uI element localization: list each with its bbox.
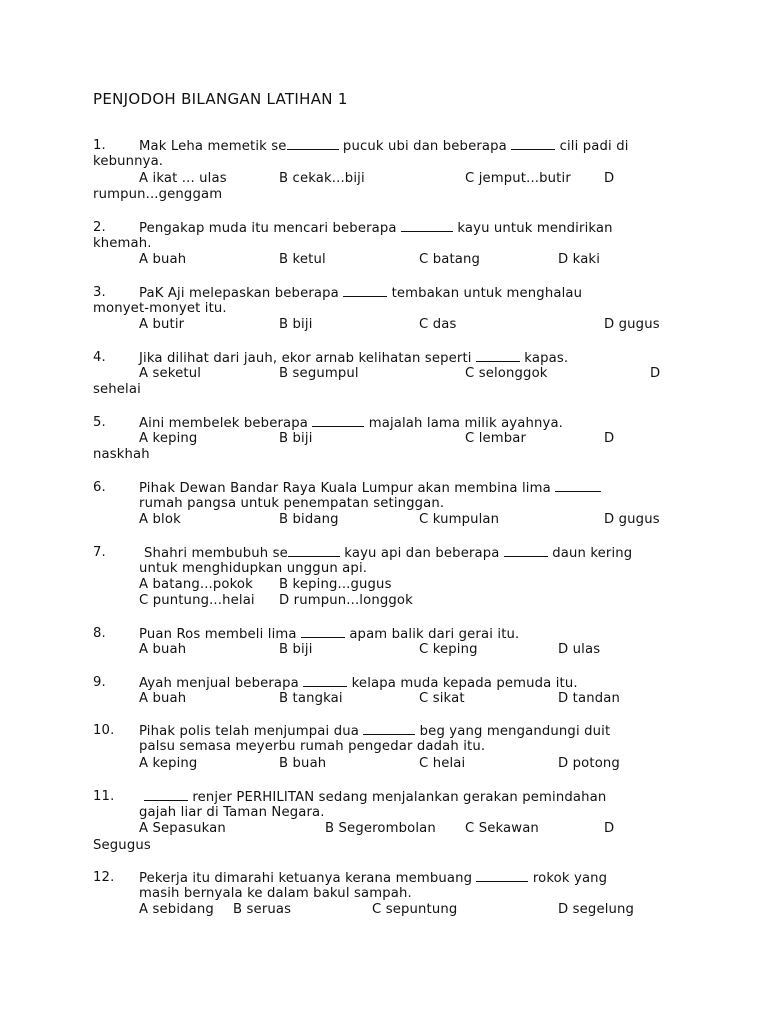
option-c: C das — [419, 317, 457, 332]
option-d: D segelung — [558, 902, 635, 917]
option-d-text: Segugus — [93, 838, 151, 853]
question-number: 1. — [93, 138, 106, 153]
question-text — [139, 625, 519, 642]
question-text-line2: gajah liar di Taman Negara. — [139, 805, 325, 820]
question-number: 7. — [93, 545, 106, 560]
page-title: PENJODOH BILANGAN LATIHAN 1 — [93, 90, 348, 108]
option-b: B tangkai — [279, 691, 343, 706]
option-c: C batang — [419, 252, 481, 267]
question-number: 8. — [93, 626, 106, 641]
question-text-line2: kebunnya. — [93, 154, 164, 169]
question-text-part: Pihak Dewan Bandar Raya Kuala Lumpur akan membina lima — [139, 481, 551, 496]
option-d: D — [604, 171, 615, 186]
question-text — [139, 219, 613, 236]
option-a: A batang...pokok — [139, 577, 253, 592]
answer-blank — [144, 788, 188, 801]
option-a: A Sepasukan — [139, 821, 226, 836]
question-text-part: Jika dilihat dari jauh, ekor arnab kelihatan seperti — [139, 351, 472, 366]
question-text — [144, 544, 632, 561]
question-number: 12. — [93, 870, 115, 885]
option-d: D potong — [558, 756, 620, 771]
option-c: C sikat — [419, 691, 465, 706]
option-a: A keping — [139, 431, 198, 446]
option-b: B seruas — [233, 902, 292, 917]
option-d: D — [650, 366, 661, 381]
question-text-line2: masih bernyala ke dalam bakul sampah. — [139, 886, 412, 901]
question-text-part: daun kering — [552, 546, 633, 561]
option-d: D ulas — [558, 642, 601, 657]
answer-blank — [363, 722, 415, 735]
answer-blank — [476, 869, 528, 882]
answer-blank — [301, 625, 345, 638]
question-text-part: kapas. — [524, 351, 569, 366]
question-text-part: rokok yang — [532, 871, 608, 886]
question-text — [139, 722, 610, 739]
question-number: 9. — [93, 675, 106, 690]
question-text — [139, 479, 601, 496]
option-b: B buah — [279, 756, 327, 771]
option-a: A buah — [139, 642, 187, 657]
option-d: D — [604, 821, 615, 836]
question-text-part: beg yang mengandungi duit — [419, 724, 611, 739]
question-text-part: cili padi di — [559, 139, 629, 154]
option-b: B biji — [279, 317, 313, 332]
question-text-part: PaK Aji melepaskan beberapa — [139, 286, 339, 301]
option-a: A ikat ... ulas — [139, 171, 227, 186]
option-c: C puntung...helai — [139, 593, 255, 608]
question-number: 5. — [93, 415, 106, 430]
option-d: D tandan — [558, 691, 620, 706]
option-d-text: naskhah — [93, 447, 150, 462]
question-text-line2: khemah. — [93, 236, 152, 251]
question-text-part: Puan Ros membeli lima — [139, 627, 297, 642]
question-text-part: apam balik dari gerai itu. — [349, 627, 520, 642]
option-c: C sepuntung — [372, 902, 458, 917]
question-text-part: kayu api dan beberapa — [344, 546, 500, 561]
option-c: C kumpulan — [419, 512, 500, 527]
question-text — [139, 137, 629, 154]
question-number: 4. — [93, 350, 106, 365]
option-a: A butir — [139, 317, 185, 332]
question-text-line2: monyet-monyet itu. — [93, 301, 227, 316]
question-number: 2. — [93, 220, 106, 235]
option-a: A buah — [139, 252, 187, 267]
question-text-part: Ayah menjual beberapa — [139, 676, 299, 691]
option-b: B ketul — [279, 252, 326, 267]
answer-blank — [312, 414, 364, 427]
question-text-part: Aini membelek beberapa — [139, 416, 309, 431]
answer-blank — [401, 219, 453, 232]
option-d: D rumpun...longgok — [279, 593, 413, 608]
option-c: C lembar — [465, 431, 527, 446]
question-text-line2: rumah pangsa untuk penempatan setinggan. — [139, 496, 445, 511]
option-b: B keping...gugus — [279, 577, 392, 592]
option-a: A sebidang — [139, 902, 214, 917]
question-text-part: kayu untuk mendirikan — [457, 221, 613, 236]
question-text-part: pucuk ubi dan beberapa — [342, 139, 507, 154]
question-text-line2: untuk menghidupkan unggun api. — [139, 561, 368, 576]
question-text-part: kelapa muda kepada pemuda itu. — [351, 676, 578, 691]
option-d: D kaki — [558, 252, 601, 267]
question-text — [139, 349, 568, 366]
option-a: A keping — [139, 756, 198, 771]
answer-blank — [555, 479, 601, 492]
option-c: C keping — [419, 642, 478, 657]
option-b: B Segerombolan — [325, 821, 436, 836]
option-b: B segumpul — [279, 366, 359, 381]
option-c: C Sekawan — [465, 821, 539, 836]
option-b: B cekak...biji — [279, 171, 365, 186]
option-c: C jemput...butir — [465, 171, 571, 186]
answer-blank — [343, 284, 387, 297]
question-text — [139, 869, 607, 886]
question-text-part: renjer PERHILITAN sedang menjalankan gerakan pemindahan — [192, 790, 607, 805]
option-d: D gugus — [604, 317, 660, 332]
question-text — [144, 788, 606, 805]
option-b: B biji — [279, 431, 313, 446]
answer-blank — [287, 137, 339, 150]
option-d: D gugus — [604, 512, 660, 527]
option-b: B biji — [279, 642, 313, 657]
option-a: A seketul — [139, 366, 202, 381]
question-number: 10. — [93, 723, 115, 738]
question-number: 6. — [93, 480, 106, 495]
question-text — [139, 284, 582, 301]
option-d-text: sehelai — [93, 382, 141, 397]
answer-blank — [476, 349, 520, 362]
answer-blank — [288, 544, 340, 557]
option-c: C selonggok — [465, 366, 548, 381]
answer-blank — [511, 137, 555, 150]
question-text-part: Mak Leha memetik se — [139, 139, 287, 154]
question-text-part: Pekerja itu dimarahi ketuanya kerana membuang — [139, 871, 473, 886]
option-b: B bidang — [279, 512, 339, 527]
option-a: A buah — [139, 691, 187, 706]
option-c: C helai — [419, 756, 466, 771]
question-number: 11. — [93, 789, 115, 804]
question-text-line2: palsu semasa meyerbu rumah pengedar dadah itu. — [139, 739, 486, 754]
option-a: A blok — [139, 512, 181, 527]
question-text — [139, 414, 563, 431]
question-number: 3. — [93, 285, 106, 300]
question-text-part: majalah lama milik ayahnya. — [368, 416, 564, 431]
question-text-part: Pihak polis telah menjumpai dua — [139, 724, 359, 739]
question-text-part: Pengakap muda itu mencari beberapa — [139, 221, 397, 236]
answer-blank — [504, 544, 548, 557]
answer-blank — [303, 674, 347, 687]
question-text — [139, 674, 578, 691]
option-d-text: rumpun...genggam — [93, 187, 223, 202]
question-text-part: tembakan untuk menghalau — [391, 286, 583, 301]
question-text-part: Shahri membubuh se — [144, 546, 288, 561]
option-d: D — [604, 431, 615, 446]
